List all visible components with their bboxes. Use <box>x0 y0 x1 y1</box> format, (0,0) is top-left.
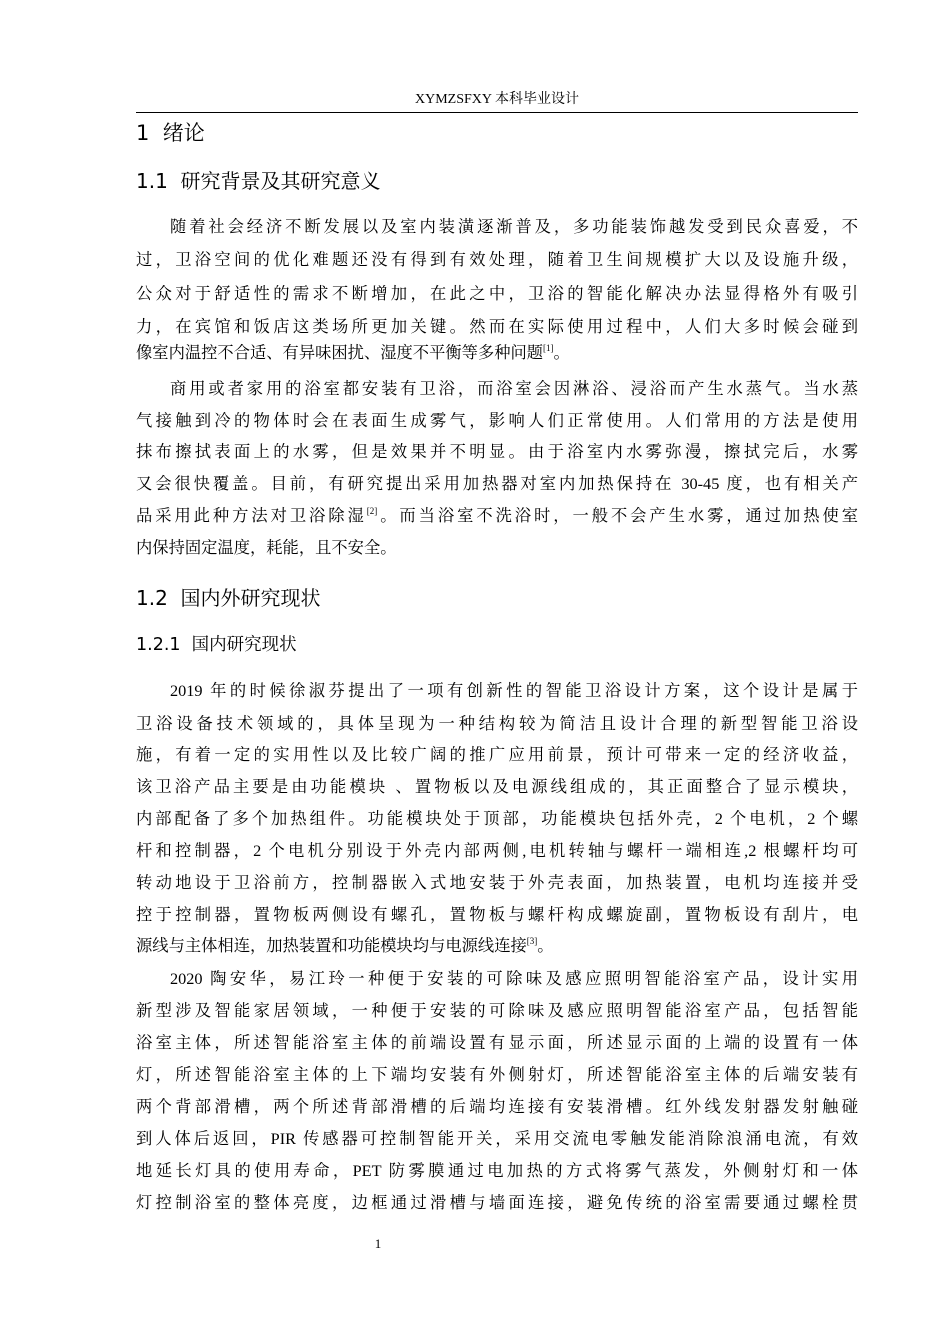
paragraph-line: 又会很快覆盖。目前，有研究提出采用加热器对室内加热保持在 30-45 度，也有相关产 <box>136 474 858 493</box>
paragraph-line: 灯控制浴室的整体亮度，边框通过滑槽与墙面连接，避免传统的浴室需要通过螺栓贯 <box>136 1193 858 1212</box>
paragraph-line: 力，在宾馆和饭店这类场所更加关键。然而在实际使用过程中，人们大多时候会碰到 <box>136 317 858 336</box>
running-header: XYMZSFXY 本科毕业设计 <box>415 92 579 107</box>
paragraph-line: 施，有着一定的实用性以及比较广阔的推广应用前景，预计可带来一定的经济收益， <box>136 745 858 764</box>
paragraph-line: 控于控制器，置物板两侧设有螺孔，置物板与螺杆构成螺旋副，置物板设有刮片，电 <box>136 905 858 924</box>
paragraph-line: 过，卫浴空间的优化难题还没有得到有效处理，随着卫生间规模扩大以及设施升级， <box>136 250 858 269</box>
paragraph-line: 该卫浴产品主要是由功能模块 、置物板以及电源线组成的，其正面整合了显示模块， <box>136 777 858 796</box>
paragraph-line <box>136 342 858 366</box>
line-text: 。而当浴室不洗浴时，一般不会产生水雾，通过加热使室 <box>377 506 858 525</box>
chapter-title: 1 绪论 <box>136 121 205 145</box>
paragraph-line <box>136 935 858 959</box>
section-1-1-title: 1.1 研究背景及其研究意义 <box>136 169 381 193</box>
paragraph-line: 浴室主体，所述智能浴室主体的前端设置有显示面，所述显示面的上端的设置有一体 <box>136 1033 858 1052</box>
citation-ref: [2] <box>366 506 378 516</box>
paragraph-line: 2019 年的时候徐淑芬提出了一项有创新性的智能卫浴设计方案，这个设计是属于 <box>170 681 858 700</box>
paragraph-line: 转动地设于卫浴前方，控制器嵌入式地安装于外壳表面，加热装置，电机均连接并受 <box>136 873 858 892</box>
line-text: 源线与主体相连，加热装置和功能模块均与电源线连接 <box>136 936 527 955</box>
paragraph-line: 到人体后返回，PIR 传感器可控制智能开关，采用交流电零触发能消除浪涌电流，有效 <box>136 1129 858 1148</box>
paragraph-line: 杆和控制器，2 个电机分别设于外壳内部两侧,电机转轴与螺杆一端相连,2 根螺杆均可 <box>136 841 858 860</box>
citation-ref: [1] <box>543 343 554 353</box>
paragraph-line: 随着社会经济不断发展以及室内装潢逐渐普及，多功能装饰越发受到民众喜爱，不 <box>170 217 858 236</box>
paragraph-line: 内保持固定温度，耗能，且不安全。 <box>136 538 397 557</box>
paragraph-line: 两个背部滑槽，两个所述背部滑槽的后端均连接有安装滑槽。红外线发射器发射触碰 <box>136 1097 858 1116</box>
header-rule <box>136 112 858 113</box>
paragraph-line: 内部配备了多个加热组件。功能模块处于顶部，功能模块包括外壳，2 个电机，2 个螺 <box>136 809 858 828</box>
paragraph-line: 抹布擦拭表面上的水雾，但是效果并不明显。由于浴室内水雾弥漫，擦拭完后，水雾 <box>136 442 858 461</box>
line-text: 。 <box>553 343 570 362</box>
paragraph-line: 地延长灯具的使用寿命，PET 防雾膜通过电加热的方式将雾气蒸发，外侧射灯和一体 <box>136 1161 858 1180</box>
paragraph-line: 卫浴设备技术领域的，具体呈现为一种结构较为简洁且设计合理的新型智能卫浴设 <box>136 714 858 733</box>
paragraph-line: 2020 陶安华，易江玲一种便于安装的可除味及感应照明智能浴室产品，设计实用 <box>170 969 858 988</box>
paragraph-line: 气接触到冷的物体时会在表面生成雾气，影响人们正常使用。人们常用的方法是使用 <box>136 411 858 430</box>
paragraph-line: 公众对于舒适性的需求不断增加，在此之中，卫浴的智能化解决办法显得格外有吸引 <box>136 284 858 303</box>
line-text: 品采用此种方法对卫浴除湿 <box>136 506 367 525</box>
page-number-text: 1 <box>374 1236 382 1251</box>
paragraph-line: 新型涉及智能家居领域，一种便于安装的可除味及感应照明智能浴室产品，包括智能 <box>136 1001 858 1020</box>
paragraph-line: 灯，所述智能浴室主体的上下端均安装有外侧射灯，所述智能浴室主体的后端安装有 <box>136 1065 858 1084</box>
citation-ref: [3] <box>526 936 538 946</box>
paragraph-line: 商用或者家用的浴室都安装有卫浴，而浴室会因淋浴、浸浴而产生水蒸气。当水蒸 <box>170 379 858 398</box>
page-number <box>0 1236 950 1252</box>
section-1-2-title: 1.2 国内外研究现状 <box>136 586 321 610</box>
line-text: 像室内温控不合适、有异味困扰、湿度不平衡等多种问题 <box>136 343 544 362</box>
paragraph-line <box>136 505 858 529</box>
line-text: 。 <box>537 936 554 955</box>
section-1-2-1-title: 1.2.1 国内研究现状 <box>136 635 297 655</box>
